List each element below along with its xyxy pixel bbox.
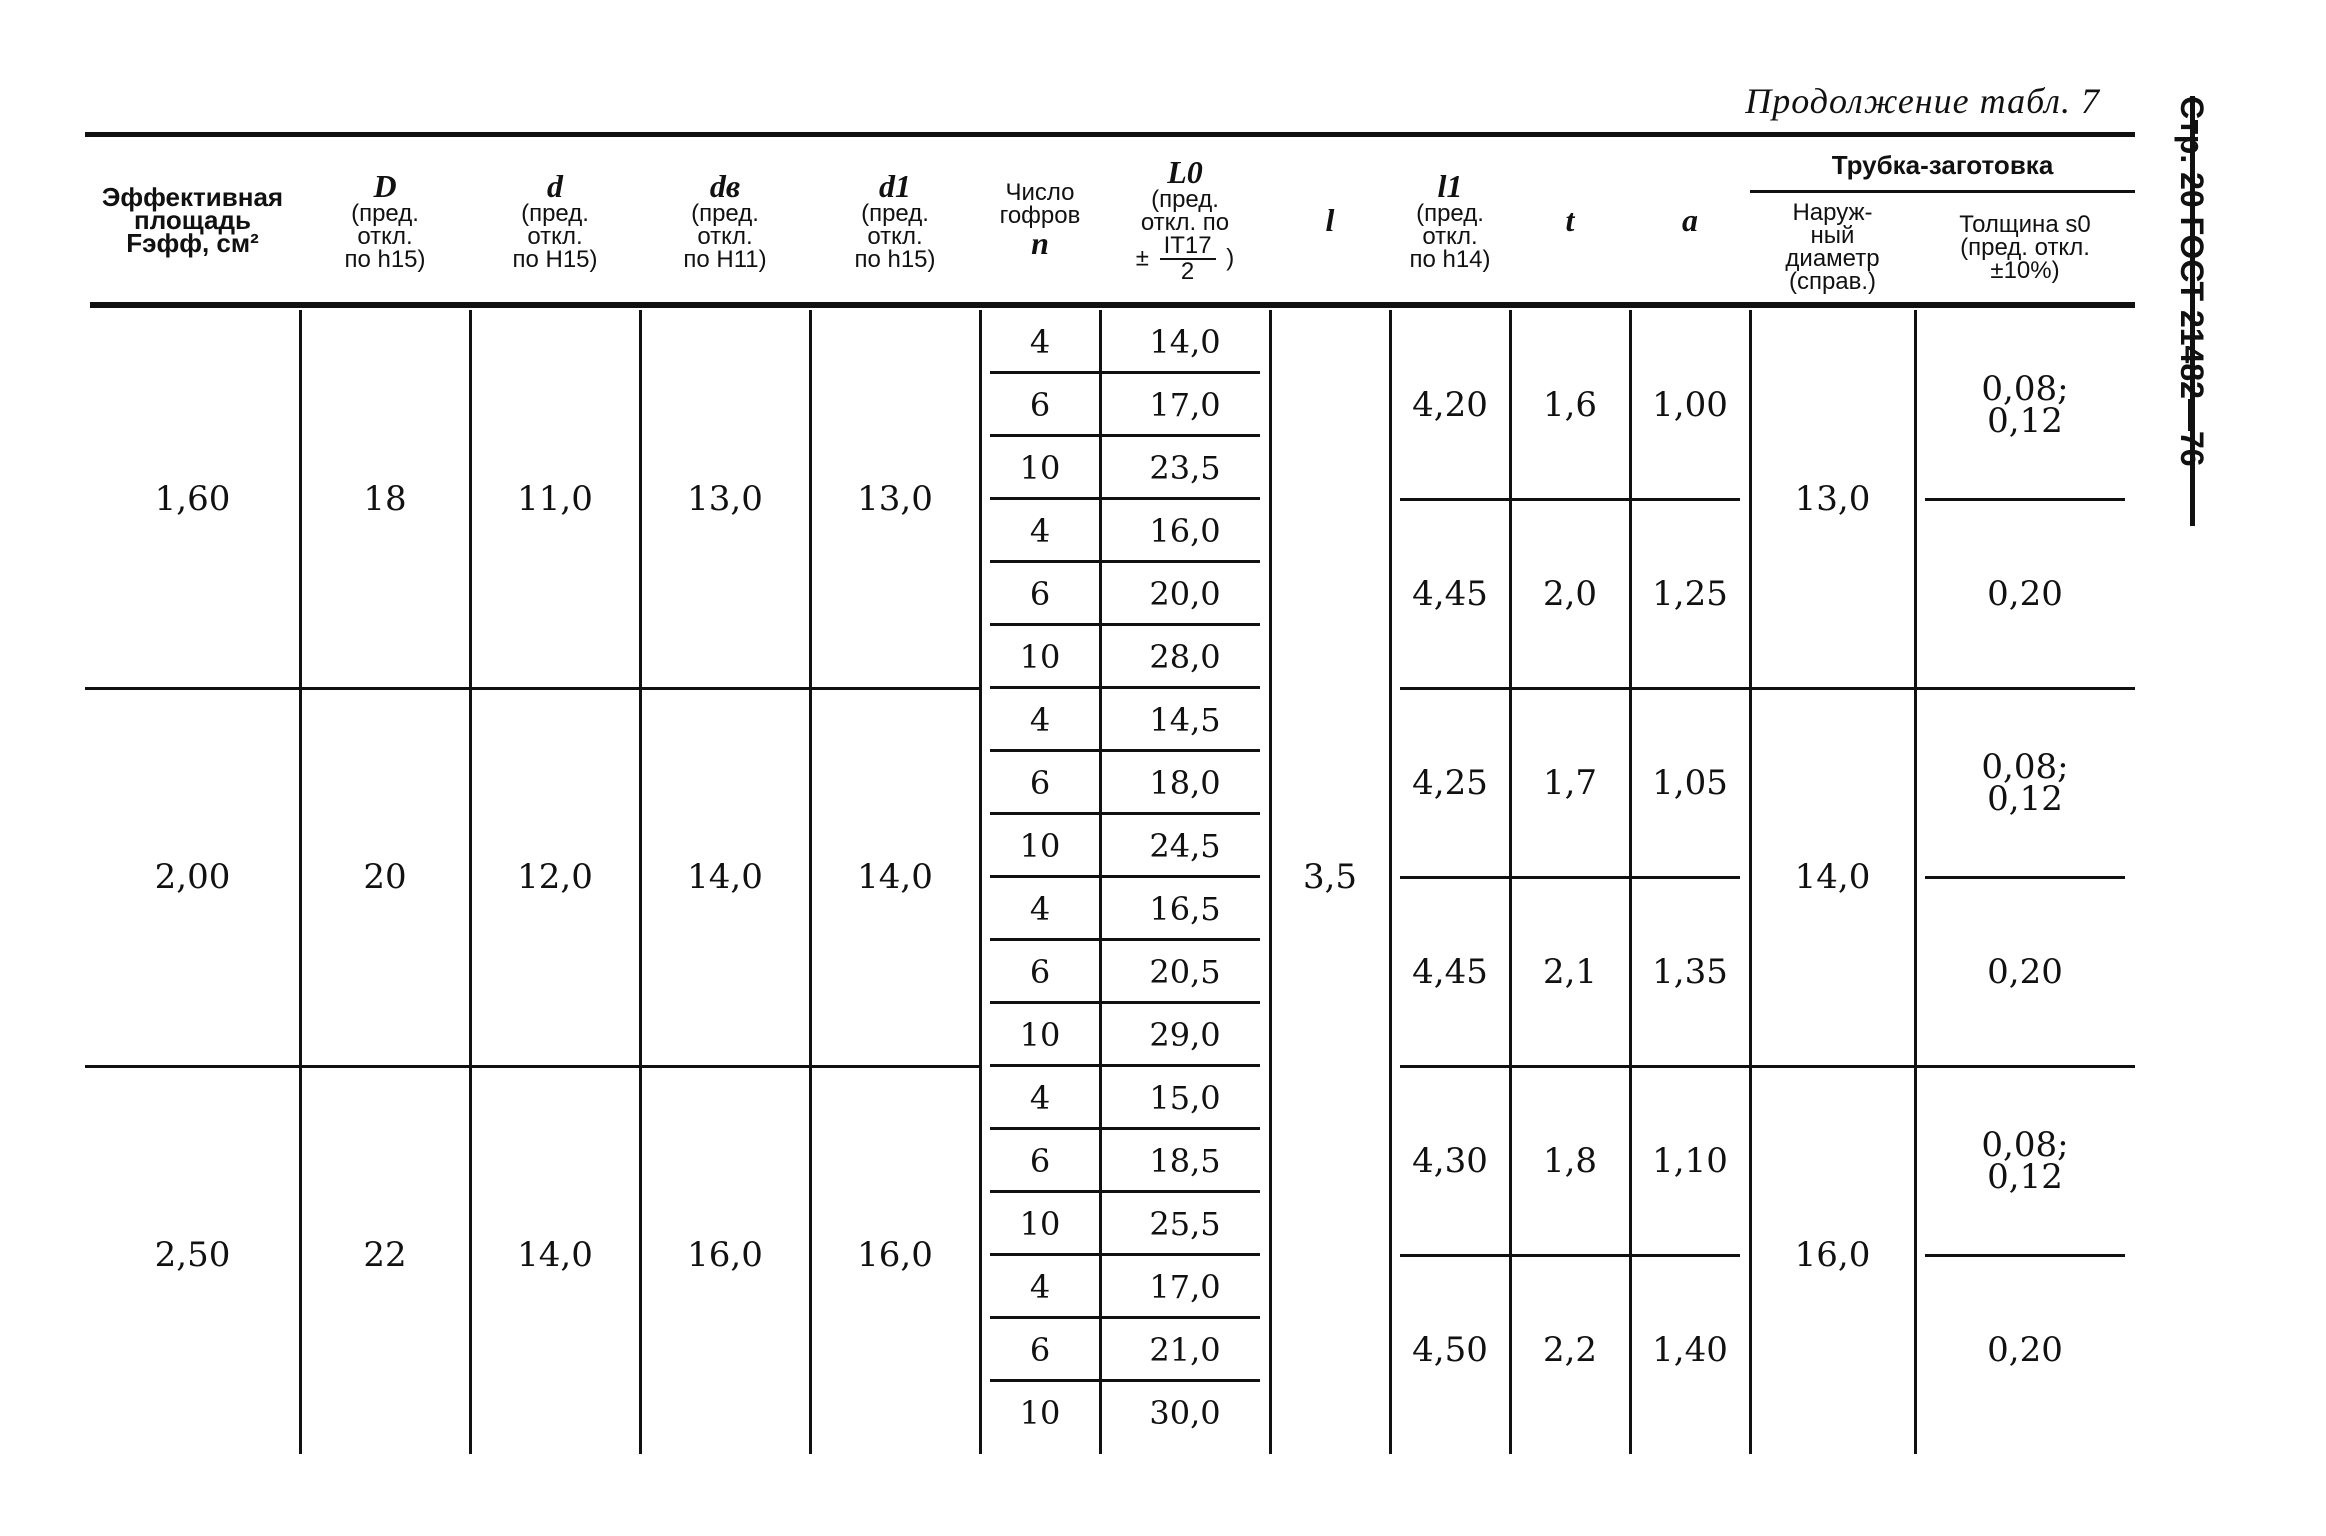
cell-thickness: 0,08; 0,12 bbox=[1981, 368, 2069, 441]
cell-outer-diameter: 13,0 bbox=[1794, 479, 1871, 519]
cell-a: 1,40 bbox=[1652, 1329, 1728, 1370]
cell-D: 18 bbox=[363, 479, 407, 519]
header-d1-line1: (пред. bbox=[861, 199, 929, 227]
cell-n: 10 bbox=[1019, 1015, 1061, 1054]
cell-n: 4 bbox=[1029, 511, 1051, 550]
cell-L0: 15,0 bbox=[1149, 1078, 1221, 1117]
cell-l1: 4,50 bbox=[1412, 1329, 1488, 1370]
header-d-line1: (пред. bbox=[521, 199, 589, 227]
cell-thickness: 0,20 bbox=[1987, 573, 2063, 614]
cell-d1: 16,0 bbox=[857, 1235, 933, 1275]
cell-L0: 20,0 bbox=[1149, 574, 1221, 613]
cell-L0: 25,5 bbox=[1149, 1204, 1221, 1243]
header-dv-line1: (пред. bbox=[691, 199, 759, 227]
header-L0-plusminus: ± bbox=[1135, 244, 1149, 272]
cell-t: 1,8 bbox=[1542, 1140, 1598, 1181]
cell-thickness: 0,20 bbox=[1987, 1329, 2063, 1370]
header-L0-close-paren: ) bbox=[1226, 244, 1235, 272]
header-L0 bbox=[1100, 140, 1270, 300]
cell-L0: 28,0 bbox=[1149, 637, 1221, 676]
header-D bbox=[300, 140, 470, 300]
cell-a: 1,10 bbox=[1652, 1140, 1728, 1181]
header-d bbox=[470, 140, 640, 300]
cell-t: 1,7 bbox=[1542, 762, 1598, 803]
header-L0-line2: откл. по bbox=[1140, 209, 1230, 236]
cell-thickness: 0,08; 0,12 bbox=[1981, 746, 2069, 819]
header-outer-diameter-line3: диаметр bbox=[1785, 245, 1880, 272]
cell-l1: 4,45 bbox=[1412, 573, 1488, 614]
cell-L0: 14,0 bbox=[1149, 322, 1221, 361]
header-outer-diameter-line1: Наруж- bbox=[1792, 199, 1873, 226]
cell-L0: 14,5 bbox=[1149, 700, 1221, 739]
header-tube-blank-title: Трубка-заготовка bbox=[1831, 149, 2054, 180]
header-L0-fraction bbox=[1160, 234, 1216, 284]
cell-L0: 17,0 bbox=[1149, 1267, 1221, 1306]
cell-outer-diameter: 14,0 bbox=[1794, 857, 1871, 897]
header-L0-symbol: L0 bbox=[1167, 154, 1203, 190]
header-L0-numerator: IT17 bbox=[1160, 234, 1216, 260]
cell-n: 6 bbox=[1029, 1330, 1051, 1369]
header-d1-line2: откл. bbox=[867, 222, 923, 250]
cell-t: 2,1 bbox=[1542, 951, 1598, 992]
cell-thickness: 0,08; 0,12 bbox=[1981, 1124, 2069, 1197]
cell-L0: 29,0 bbox=[1149, 1015, 1221, 1054]
cell-a: 1,05 bbox=[1652, 762, 1728, 803]
header-D-line2: откл. bbox=[357, 222, 413, 250]
header-l bbox=[1270, 140, 1390, 300]
table-top-rule bbox=[85, 132, 2135, 137]
header-n-line1: Число bbox=[1005, 179, 1075, 206]
cell-n: 4 bbox=[1029, 1267, 1051, 1306]
header-l1-line3: по h14) bbox=[1409, 245, 1491, 273]
header-dv-line2: откл. bbox=[697, 222, 753, 250]
header-d1-symbol: d1 bbox=[879, 167, 911, 204]
header-l1-line2: откл. bbox=[1422, 222, 1478, 250]
cell-L0: 20,5 bbox=[1149, 952, 1221, 991]
cell-n: 10 bbox=[1019, 1204, 1061, 1243]
cell-L0: 21,0 bbox=[1149, 1330, 1221, 1369]
cell-L0: 18,0 bbox=[1149, 763, 1221, 802]
header-dv-line3: по H11) bbox=[683, 245, 767, 273]
header-L0-denominator: 2 bbox=[1180, 258, 1195, 285]
header-effective-area-line1: Эффективная bbox=[101, 181, 284, 212]
header-a-symbol: a bbox=[1682, 202, 1698, 238]
cell-dv: 14,0 bbox=[687, 857, 763, 897]
cell-d1: 14,0 bbox=[857, 857, 933, 897]
cell-D: 22 bbox=[363, 1235, 407, 1275]
cell-d: 12,0 bbox=[517, 857, 593, 897]
header-n-line2: гофров bbox=[999, 202, 1081, 229]
continuation-caption: Продолжение табл. 7 bbox=[1745, 81, 2100, 121]
header-d-symbol: d bbox=[547, 167, 563, 204]
header-thickness-line1: Толщина s0 bbox=[1959, 210, 2091, 238]
cell-L0: 23,5 bbox=[1149, 448, 1221, 487]
header-effective-area-line2: площадь bbox=[134, 204, 251, 235]
cell-n: 6 bbox=[1029, 952, 1051, 991]
cell-effective-area: 2,50 bbox=[154, 1235, 231, 1275]
cell-a: 1,35 bbox=[1652, 951, 1728, 992]
cell-t: 2,2 bbox=[1542, 1329, 1598, 1370]
cell-L0: 30,0 bbox=[1149, 1393, 1221, 1432]
cell-n: 4 bbox=[1029, 889, 1051, 928]
cell-n: 6 bbox=[1029, 763, 1051, 802]
header-dv-symbol: dв bbox=[709, 167, 741, 204]
header-t-symbol: t bbox=[1565, 202, 1575, 238]
header-n-symbol: n bbox=[1031, 225, 1049, 261]
header-d1-line3: по h15) bbox=[854, 245, 936, 273]
header-dv bbox=[640, 140, 810, 300]
page-side-label: Стр. 20 ГОСТ 21482—76 bbox=[2174, 96, 2210, 467]
cell-n: 4 bbox=[1029, 700, 1051, 739]
cell-d: 11,0 bbox=[517, 479, 593, 519]
cell-outer-diameter: 16,0 bbox=[1794, 1235, 1871, 1275]
cell-a: 1,00 bbox=[1652, 384, 1728, 425]
header-a bbox=[1630, 140, 1750, 300]
cell-l1: 4,20 bbox=[1412, 384, 1488, 425]
cell-n: 10 bbox=[1019, 826, 1061, 865]
cell-dv: 13,0 bbox=[687, 479, 763, 519]
cell-dv: 16,0 bbox=[687, 1235, 763, 1275]
header-tube-blank bbox=[1750, 140, 2135, 190]
cell-n: 6 bbox=[1029, 385, 1051, 424]
header-d-line3: по H15) bbox=[512, 245, 598, 273]
cell-n: 10 bbox=[1019, 448, 1061, 487]
cell-L0: 17,0 bbox=[1149, 385, 1221, 424]
header-t bbox=[1510, 140, 1630, 300]
cell-l1: 4,45 bbox=[1412, 951, 1488, 992]
header-effective-area-line3: Fэфф, см² bbox=[126, 227, 259, 258]
cell-n: 10 bbox=[1019, 1393, 1061, 1432]
header-outer-diameter-line2: ный bbox=[1810, 222, 1855, 249]
cell-n: 6 bbox=[1029, 1141, 1051, 1180]
header-outer-diameter bbox=[1750, 193, 1915, 301]
cell-L0: 18,5 bbox=[1149, 1141, 1221, 1180]
header-effective-area bbox=[85, 140, 300, 300]
header-D-symbol: D bbox=[373, 167, 397, 204]
cell-n: 4 bbox=[1029, 322, 1051, 361]
cell-d: 14,0 bbox=[517, 1235, 593, 1275]
cell-l-shared: 3,5 bbox=[1302, 857, 1358, 897]
cell-thickness: 0,20 bbox=[1987, 951, 2063, 992]
cell-L0: 16,0 bbox=[1149, 511, 1221, 550]
cell-t: 2,0 bbox=[1542, 573, 1598, 614]
header-l1-line1: (пред. bbox=[1416, 199, 1484, 227]
header-l1-symbol: l1 bbox=[1437, 167, 1463, 204]
header-l1 bbox=[1390, 140, 1510, 300]
cell-L0: 16,5 bbox=[1149, 889, 1221, 928]
cell-effective-area: 1,60 bbox=[154, 479, 231, 519]
cell-n: 10 bbox=[1019, 637, 1061, 676]
cell-effective-area: 2,00 bbox=[154, 857, 231, 897]
header-L0-line1: (пред. bbox=[1151, 186, 1219, 213]
cell-L0: 24,5 bbox=[1149, 826, 1221, 865]
cell-t: 1,6 bbox=[1542, 384, 1598, 425]
header-D-line3: по h15) bbox=[344, 245, 426, 273]
header-n bbox=[980, 140, 1100, 300]
header-thickness-line2: (пред. откл. bbox=[1960, 233, 2090, 261]
cell-l1: 4,25 bbox=[1412, 762, 1488, 803]
cell-n: 4 bbox=[1029, 1078, 1051, 1117]
cell-a: 1,25 bbox=[1652, 573, 1728, 614]
header-d-line2: откл. bbox=[527, 222, 583, 250]
header-thickness bbox=[1915, 193, 2135, 301]
header-thickness-line3: ±10%) bbox=[1990, 256, 2060, 284]
header-l-symbol: l bbox=[1325, 202, 1335, 238]
cell-n: 6 bbox=[1029, 574, 1051, 613]
header-D-line1: (пред. bbox=[351, 199, 419, 227]
cell-l1: 4,30 bbox=[1412, 1140, 1488, 1181]
header-outer-diameter-line4: (справ.) bbox=[1788, 268, 1877, 295]
header-bottom-rule bbox=[90, 302, 2135, 308]
cell-d1: 13,0 bbox=[857, 479, 933, 519]
header-L0-tolerance bbox=[1136, 234, 1235, 284]
header-d1 bbox=[810, 140, 980, 300]
cell-D: 20 bbox=[363, 857, 407, 897]
